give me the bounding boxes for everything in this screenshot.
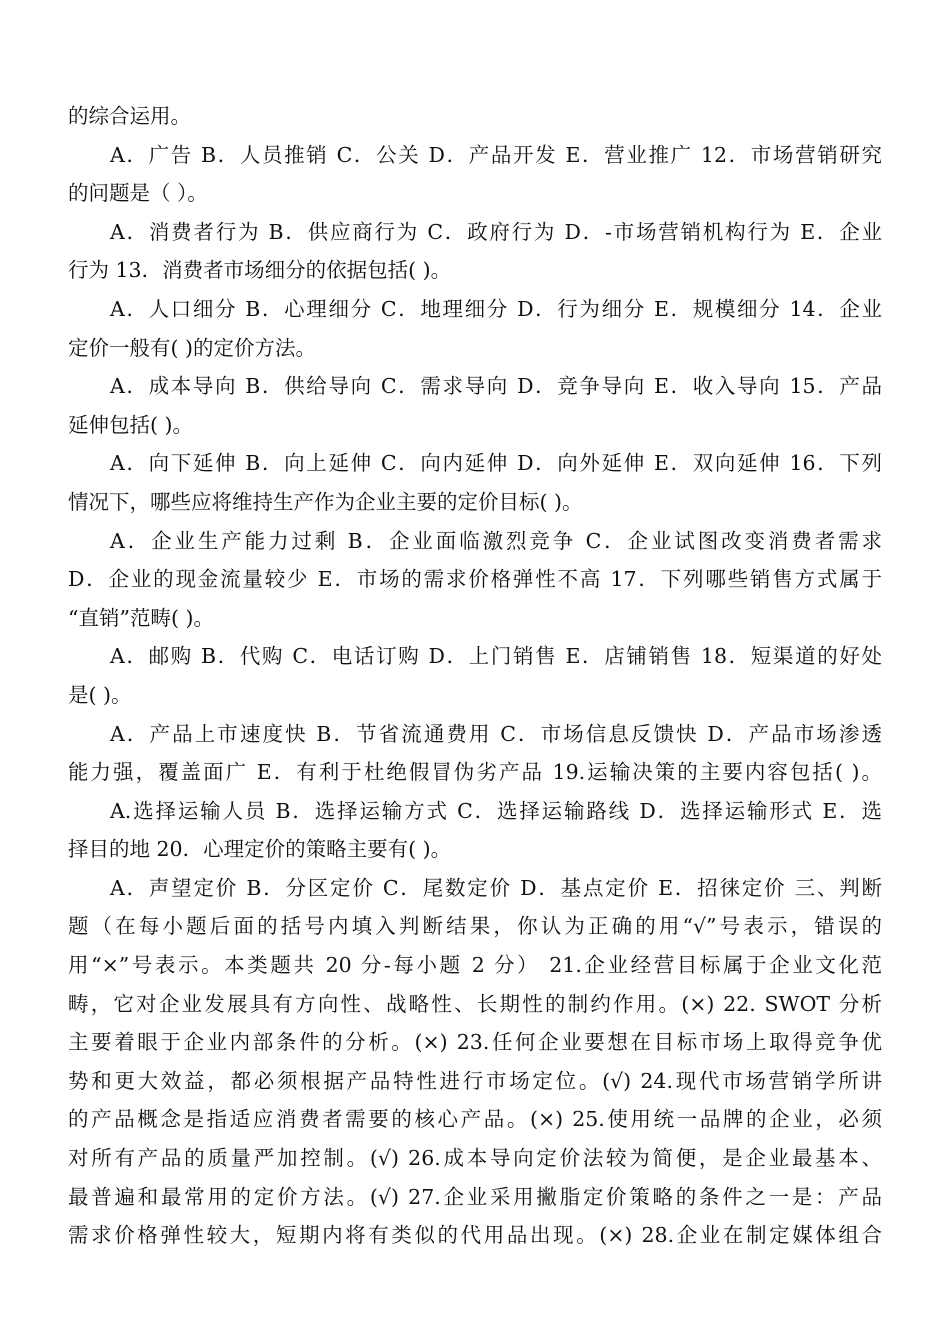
text-line: A.选择运输人员 B．选择运输方式 C．选择运输路线 D．选择运输形式 E．选 — [110, 798, 882, 823]
document-body — [68, 97, 882, 1255]
text-line: 行为 13．消费者市场细分的依据包括( )。 — [68, 258, 452, 283]
text-line: 的问题是（ ）。 — [68, 181, 208, 206]
text-line: 定价一般有( )的定价方法。 — [68, 335, 317, 360]
text-line: 能力强，覆盖面广 E．有利于杜绝假冒伪劣产品 19.运输决策的主要内容包括( )。 — [68, 760, 882, 785]
text-line: A．产品上市速度快 B．节省流通费用 C．市场信息反馈快 D．产品市场渗透 — [110, 721, 882, 746]
text-line: A．声望定价 B．分区定价 C．尾数定价 D．基点定价 E．招徕定价 三、判断 — [110, 875, 882, 900]
text-line: A．消费者行为 B．供应商行为 C．政府行为 D．-市场营销机构行为 E．企业 — [110, 219, 882, 244]
text-line: 延伸包括( )。 — [68, 412, 194, 437]
text-line: D．企业的现金流量较少 E．市场的需求价格弹性不高 17．下列哪些销售方式属于 — [68, 567, 882, 592]
text-line: A．企业生产能力过剩 B．企业面临激烈竞争 C．企业试图改变消费者需求 — [110, 528, 882, 553]
text-line: “直销”范畴( )。 — [68, 605, 214, 630]
text-line: 择目的地 20．心理定价的策略主要有( )。 — [68, 837, 452, 862]
text-line: 对所有产品的质量严加控制。(√) 26.成本导向定价法较为简便，是企业最基本、 — [68, 1146, 882, 1171]
text-line: A．成本导向 B．供给导向 C．需求导向 D．竞争导向 E．收入导向 15．产品 — [110, 374, 882, 399]
text-line: 势和更大效益，都必须根据产品特性进行市场定位。(√) 24.现代市场营销学所讲 — [68, 1068, 882, 1093]
text-line: 是( )。 — [68, 682, 132, 707]
text-line: 最普遍和最常用的定价方法。(√) 27.企业采用撇脂定价策略的条件之一是：产品 — [68, 1184, 882, 1209]
text-line: A．向下延伸 B．向上延伸 C．向内延伸 D．向外延伸 E．双向延伸 16．下列 — [110, 451, 882, 476]
text-line: A．邮购 B．代购 C．电话订购 D．上门销售 E．店铺销售 18．短渠道的好处 — [110, 644, 882, 669]
text-line: A．人口细分 B．心理细分 C．地理细分 D．行为细分 E．规模细分 14．企业 — [110, 296, 882, 321]
text-line: 用“×”号表示。本类题共 20 分-每小题 2 分） 21.企业经营目标属于企业文化范 — [68, 953, 882, 978]
text-line: 畴，它对企业发展具有方向性、战略性、长期性的制约作用。(×) 22. SWOT 分析 — [68, 991, 882, 1016]
text-line: 情况下，哪些应将维持生产作为企业主要的定价目标( )。 — [68, 489, 583, 514]
text-line: 的产品概念是指适应消费者需要的核心产品。(×) 25.使用统一品牌的企业，必须 — [68, 1107, 882, 1132]
text-line: 需求价格弹性较大，短期内将有类似的代用品出现。(×) 28.企业在制定媒体组合 — [68, 1223, 882, 1248]
text-line: A．广告 B．人员推销 C．公关 D．产品开发 E．营业推广 12．市场营销研究 — [110, 142, 882, 167]
text-line: 主要着眼于企业内部条件的分析。(×) 23.任何企业要想在目标市场上取得竞争优 — [68, 1030, 882, 1055]
text-line: 的综合运用。 — [68, 104, 191, 128]
text-line: 题（在每小题后面的括号内填入判断结果，你认为正确的用“√”号表示，错误的 — [68, 914, 882, 939]
